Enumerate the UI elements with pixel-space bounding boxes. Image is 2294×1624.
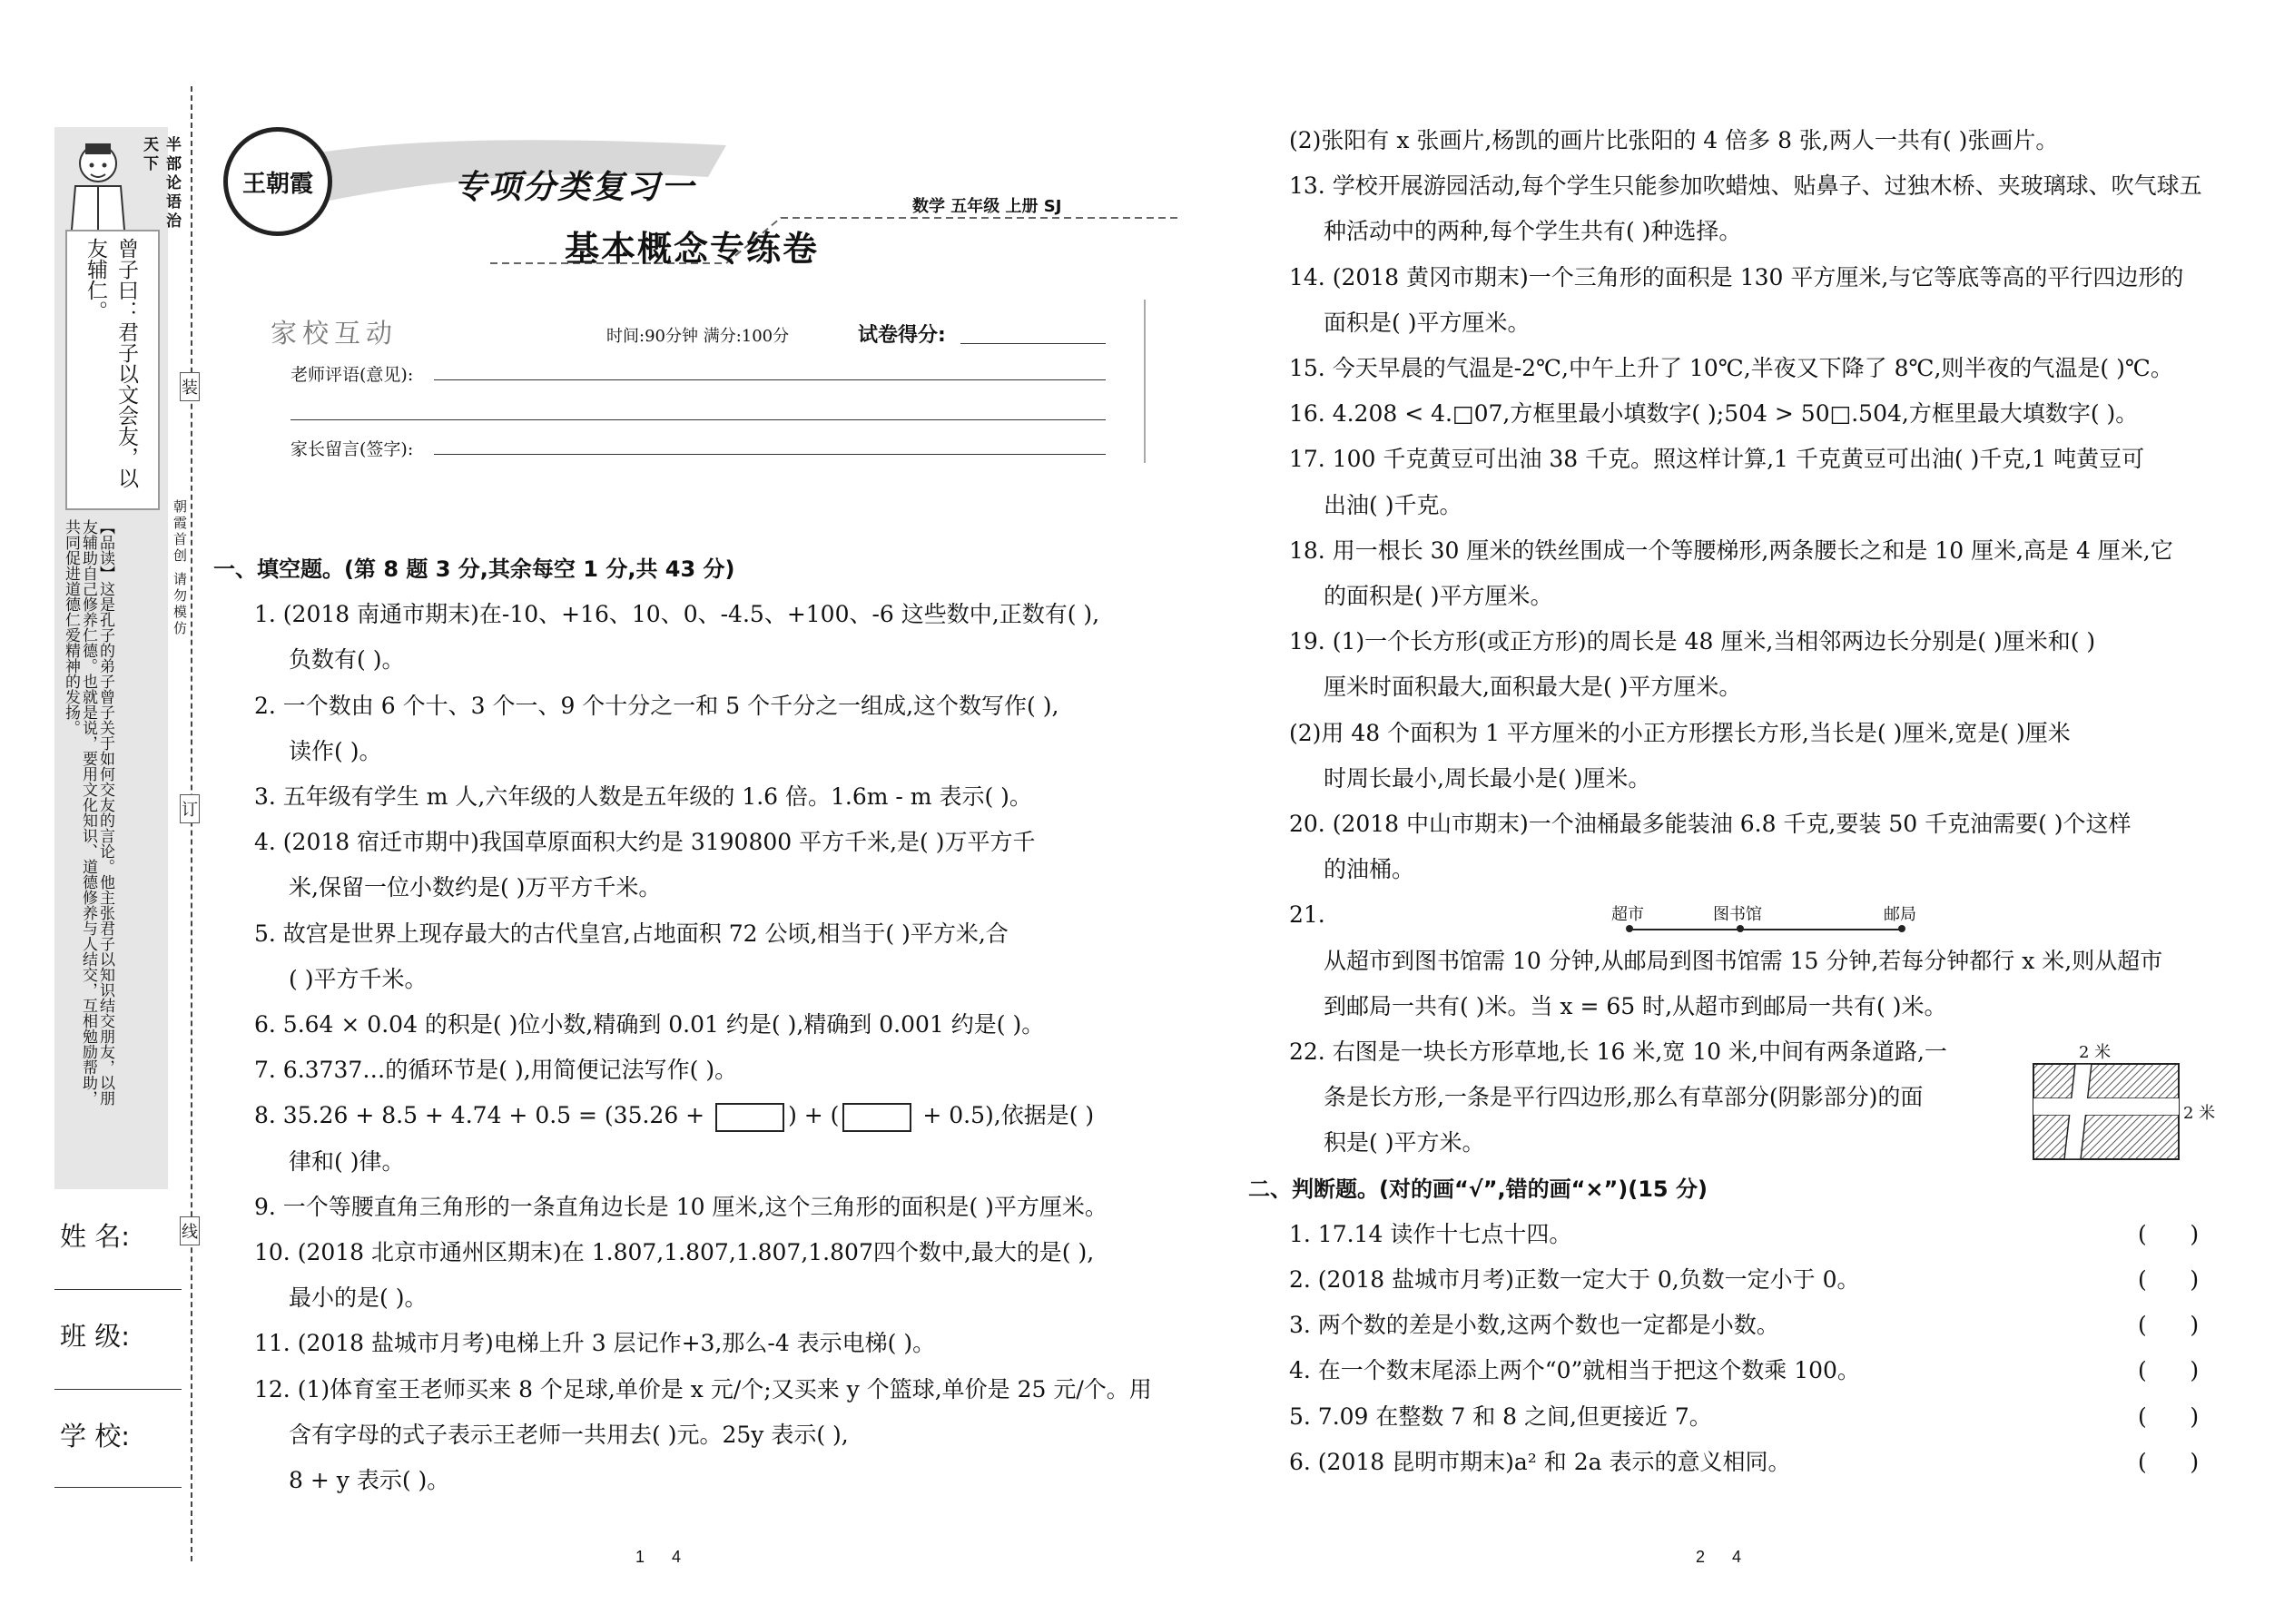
judge-answer-paren[interactable]: ( )	[2138, 1220, 2200, 1247]
question-line: 3. 五年级有学生 m 人,六年级的人数是五年级的 1.6 倍。1.6m - m 表示( )。	[254, 783, 1032, 810]
question-line: 负数有( )。	[289, 646, 405, 674]
question-line: 8. 35.26 + 8.5 + 4.74 + 0.5 = (35.26 + ) + ( + 0.5),依据是( )	[254, 1101, 1094, 1132]
teacher-comment-field-2[interactable]	[290, 419, 1106, 420]
question-line: 10. (2018 北京市通州区期末)在 1.807,1.807,1.807,1.807四个数中,最大的是( ),	[254, 1239, 1095, 1265]
question-line: 最小的是( )。	[289, 1284, 428, 1312]
map-label-supermarket: 超市	[1611, 905, 1644, 924]
grass-field-figure	[2032, 1062, 2186, 1162]
answer-box[interactable]	[715, 1103, 784, 1132]
question-line: 到邮局一共有( )米。当 x = 65 时,从超市到邮局一共有( )米。	[1324, 992, 1947, 1019]
score-label: 试卷得分:	[858, 324, 946, 347]
cut-mark-1: 装	[180, 372, 200, 401]
field-side-label: 2 米	[2183, 1104, 2216, 1123]
question-line: 8 + y 表示( )。	[289, 1467, 450, 1493]
section-heading: 一、填空题。(第 8 题 3 分,其余每空 1 分,共 43 分)	[213, 556, 735, 582]
sidebar-badge: 半部论语治天下	[140, 136, 181, 231]
question-line: 9. 一个等腰直角三角形的一条直角边长是 10 厘米,这个三角形的面积是( )平方厘米。	[254, 1193, 1108, 1220]
judge-answer-paren[interactable]: ( )	[2138, 1357, 2200, 1384]
commentary-text: 【品读】这是孔子的弟子曾子关于如何交友的言论。他主张君子以知识结交朋友，以朋友辅助自己修养仁德。也就是说，要用文化知识、道德修养与人结交，互相勉励帮助，共同促进道德仁爱精神的发扬。	[62, 519, 114, 1106]
question-line: 从超市到图书馆需 10 分钟,从邮局到图书馆需 15 分钟,若每分钟都行 x 米,则从超市	[1324, 947, 2163, 974]
section-heading: 二、判断题。(对的画“√”,错的画“×”)(15 分)	[1248, 1176, 1708, 1202]
question-line: 19. (1)一个长方形(或正方形)的周长是 48 厘米,当相邻两边长分别是( )厘米和( )	[1289, 628, 2096, 655]
score-field[interactable]	[960, 343, 1106, 344]
scholar-illustration	[62, 136, 134, 245]
question-line: 6. 5.64 × 0.04 的积是( )位小数,精确到 0.01 约是( ),精确到 0.001 约是( )。	[254, 1011, 1045, 1038]
question-line: 条是长方形,一条是平行四边形,那么有草部分(阴影部分)的面	[1324, 1084, 1924, 1111]
question-line: (2)用 48 个面积为 1 平方厘米的小正方形摆长方形,当长是( )厘米,宽是( )厘米	[1289, 719, 2071, 746]
question-line: 2. (2018 盐城市月考)正数一定大于 0,负数一定小于 0。	[1289, 1266, 1860, 1293]
quote-text: 曾子曰：君子以文会友，以友辅仁。	[84, 238, 138, 488]
time-score: 时间:90分钟 满分:100分	[606, 327, 790, 346]
field-top-label: 2 米	[2079, 1043, 2112, 1062]
question-line: 4. (2018 宿迁市期中)我国草原面积大约是 3190800 平方千米,是( )万平方千	[254, 829, 1036, 856]
cut-mark-2: 订	[180, 794, 200, 823]
question-line: 14. (2018 黄冈市期末)一个三角形的面积是 130 平方厘米,与它等底等高的平行四边形的	[1289, 263, 2184, 290]
copyright-note: 朝霞首创 请勿模仿	[172, 499, 188, 637]
judge-answer-paren[interactable]: ( )	[2138, 1403, 2200, 1430]
question-line: 5. 故宫是世界上现存最大的古代皇宫,占地面积 72 公顷,相当于( )平方米,合	[254, 920, 1009, 947]
question-line: 7. 6.3737…的循环节是( ),用简便记法写作( )。	[254, 1057, 738, 1084]
question-line: 厘米时面积最大,面积最大是( )平方厘米。	[1324, 674, 1742, 701]
answer-box[interactable]	[842, 1103, 911, 1132]
question-line: 面积是( )平方厘米。	[1324, 309, 1531, 336]
judge-answer-paren[interactable]: ( )	[2138, 1312, 2200, 1339]
question-line: 米,保留一位小数约是( )万平方千米。	[289, 874, 662, 901]
page-number-right: 2 4	[1696, 1548, 1742, 1566]
question-line: 种活动中的两种,每个学生共有( )种选择。	[1324, 218, 1742, 245]
question-line: 积是( )平方米。	[1324, 1129, 1485, 1156]
question-line: 13. 学校开展游园活动,每个学生只能参加吹蜡烛、贴鼻子、过独木桥、夹玻璃球、吹气球五	[1289, 172, 2202, 200]
question-line: 6. (2018 昆明市期末)a² 和 2a 表示的意义相同。	[1289, 1448, 1791, 1475]
question-line: 的面积是( )平方厘米。	[1324, 583, 1553, 609]
question-line: 律和( )律。	[289, 1147, 405, 1175]
question-line: 出油( )千克。	[1324, 491, 1462, 518]
question-line: 1. (2018 南通市期末)在-10、+16、10、0、-4.5、+100、-6 这些数中,正数有( ),	[254, 601, 1100, 628]
question-line: 2. 一个数由 6 个十、3 个一、9 个十分之一和 5 个千分之一组成,这个数写作( ),	[254, 692, 1059, 719]
binding-line	[191, 86, 192, 1561]
home-school-label: 家校互动	[271, 318, 399, 349]
paper-title: 基本概念专练卷	[565, 228, 820, 269]
class-label: 班 级:	[60, 1321, 130, 1352]
parent-comment-field[interactable]	[434, 454, 1106, 455]
school-label: 学 校:	[60, 1421, 130, 1452]
question-line: ( )平方千米。	[289, 965, 428, 992]
name-label: 姓 名:	[60, 1221, 130, 1252]
logo-badge	[223, 127, 332, 236]
question-line: 17. 100 千克黄豆可出油 38 千克。照这样计算,1 千克黄豆可出油( )千克,1 吨黄豆可	[1289, 446, 2145, 473]
question-line: 读作( )。	[289, 737, 382, 764]
question-line: 4. 在一个数末尾添上两个“0”就相当于把这个数乘 100。	[1289, 1357, 1860, 1384]
series-title: 专项分类复习一	[454, 169, 696, 206]
question-line: 16. 4.208 < 4.□07,方框里最小填数字( );504 > 50□.504,方框里最大填数字( )。	[1289, 400, 2139, 428]
question-line: 含有字母的式子表示王老师一共用去( )元。25y 表示( ),	[289, 1421, 849, 1448]
map-label-post-office: 邮局	[1884, 905, 1916, 924]
teacher-comment-label: 老师评语(意见):	[290, 365, 414, 385]
teacher-comment-field[interactable]	[434, 379, 1106, 380]
question-line: 3. 两个数的差是小数,这两个数也一定都是小数。	[1289, 1312, 1779, 1339]
question-line: 1. 17.14 读作十七点十四。	[1289, 1220, 1572, 1247]
question-line: (2)张阳有 x 张画片,杨凯的画片比张阳的 4 倍多 8 张,两人一共有( )张画片。	[1289, 127, 2059, 153]
judge-answer-paren[interactable]: ( )	[2138, 1448, 2200, 1475]
school-field[interactable]	[54, 1487, 182, 1488]
question-line: 20. (2018 中山市期末)一个油桶最多能装油 6.8 千克,要装 50 千克油需要( )个这样	[1289, 811, 2132, 837]
name-field[interactable]	[54, 1289, 182, 1290]
judge-answer-paren[interactable]: ( )	[2138, 1266, 2200, 1293]
cut-mark-3: 线	[180, 1216, 200, 1245]
question-line: 5. 7.09 在整数 7 和 8 之间,但更接近 7。	[1289, 1403, 1712, 1430]
map-label-library: 图书馆	[1713, 905, 1762, 924]
question-line: 12. (1)体育室王老师买来 8 个足球,单价是 x 元/个;又买来 y 个篮球,单价是 25 元/个。用	[254, 1375, 1152, 1403]
question-line: 18. 用一根长 30 厘米的铁丝围成一个等腰梯形,两条腰长之和是 10 厘米,高是 4 厘米,它	[1289, 536, 2173, 564]
question-line: 21.	[1289, 901, 1325, 929]
question-line: 的油桶。	[1324, 856, 1415, 883]
route-figure	[1611, 901, 1938, 938]
subject-line: 数学 五年级 上册 SJ	[912, 197, 1062, 216]
logo-text: 王朝霞	[241, 170, 313, 198]
question-line: 11. (2018 盐城市月考)电梯上升 3 层记作+3,那么-4 表示电梯( )。	[254, 1330, 936, 1357]
question-line: 15. 今天早晨的气温是-2℃,中午上升了 10℃,半夜又下降了 8℃,则半夜的气温是( )℃。	[1289, 355, 2173, 381]
question-line: 22. 右图是一块长方形草地,长 16 米,宽 10 米,中间有两条道路,一	[1289, 1038, 1947, 1065]
parent-comment-label: 家长留言(签字):	[290, 439, 414, 459]
class-field[interactable]	[54, 1389, 182, 1390]
question-line: 时周长最小,周长最小是( )厘米。	[1324, 764, 1651, 792]
page-number-left: 1 4	[635, 1548, 682, 1566]
